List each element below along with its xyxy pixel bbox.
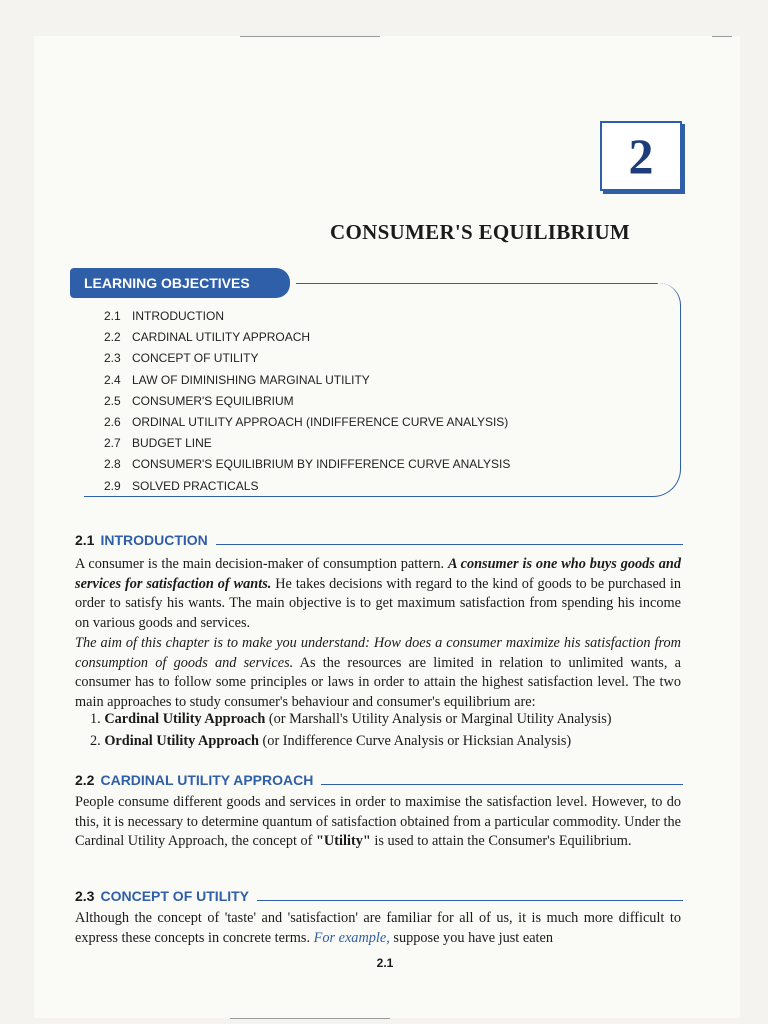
page-number: 2.1	[376, 956, 394, 970]
lo-item: 2.6 ORDINAL UTILITY APPROACH (INDIFFERENCE CURVE ANALYSIS)	[104, 414, 509, 429]
lo-item: 2.7 BUDGET LINE	[104, 436, 212, 451]
lo-item: 2.4 LAW OF DIMINISHING MARGINAL UTILITY	[104, 372, 370, 387]
top-rule-right	[712, 36, 732, 37]
section-title: CONCEPT OF UTILITY	[100, 888, 250, 904]
lo-item: 2.8 CONSUMER'S EQUILIBRIUM BY INDIFFERENCE CURVE ANALYSIS	[104, 457, 511, 472]
chapter-number-box	[600, 121, 682, 191]
chapter-number: 2	[628, 128, 654, 184]
section-number: 2.2	[75, 772, 95, 788]
section-heading-2-3	[75, 884, 683, 904]
bottom-rule	[230, 1018, 390, 1019]
section-heading-2-2	[75, 768, 683, 788]
lo-item: 2.1 INTRODUCTION	[104, 309, 224, 323]
learning-objectives-heading: LEARNING OBJECTIVES	[70, 268, 290, 298]
utility-paragraph: Although the concept of 'taste' and 'satisfaction' are familiar for all of us, it is much more difficult to express these concepts in concrete terms. For example, suppose you have just eaten	[75, 910, 681, 946]
intro-paragraph-2: The aim of this chapter is to make you understand: How does a consumer maximize his satisfaction from consumption of goods and services. As the resources are limited in relation to unlimited wants, a consumer has to follow some principles or laws in order to attain the highest satisfaction level. The two main approaches to study consumer's behaviour and consumer's equilibrium are:	[75, 635, 681, 710]
section-title: CARDINAL UTILITY APPROACH	[100, 772, 314, 788]
lo-item: 2.5 CONSUMER'S EQUILIBRIUM	[104, 393, 294, 408]
lo-item: 2.2 CARDINAL UTILITY APPROACH	[104, 330, 311, 345]
list-item: 1. Cardinal Utility Approach (or Marshall's Utility Analysis or Marginal Utility Analysis)	[90, 711, 612, 727]
section-number: 2.3	[75, 888, 95, 904]
learning-objectives-list	[104, 306, 664, 497]
intro-paragraph-1: A consumer is the main decision-maker of consumption pattern. A consumer is one who buys goods and services for satisfaction of wants. He takes decisions with regard to the kind of goods to be purchased in order to satisfy his wants. The main objective is to get maximum satisfaction from spending his income on various goods and services.	[75, 556, 681, 631]
approaches-list	[90, 708, 690, 752]
learning-objectives-frame-top	[296, 283, 658, 284]
list-item: 2. Ordinal Utility Approach (or Indifference Curve Analysis or Hicksian Analysis)	[90, 733, 572, 749]
section-title: INTRODUCTION	[100, 532, 208, 548]
lo-item: 2.3 CONCEPT OF UTILITY	[104, 351, 259, 366]
chapter-title: CONSUMER'S EQUILIBRIUM	[330, 220, 631, 244]
section-number: 2.1	[75, 532, 95, 548]
section-rule	[216, 544, 683, 545]
cardinal-paragraph: People consume different goods and services in order to maximise the satisfaction level. However, to do this, it is necessary to determine quantum of satisfaction obtained from a particular commodity. Under the Cardinal Utility Approach, the concept of "Utility" is used to attain the Consumer's Equilibrium.	[75, 794, 681, 850]
lo-item: 2.9 SOLVED PRACTICALS	[104, 478, 259, 493]
top-rule	[240, 36, 380, 37]
section-rule	[257, 900, 683, 901]
section-heading-2-1	[75, 528, 683, 548]
section-rule	[321, 784, 683, 785]
